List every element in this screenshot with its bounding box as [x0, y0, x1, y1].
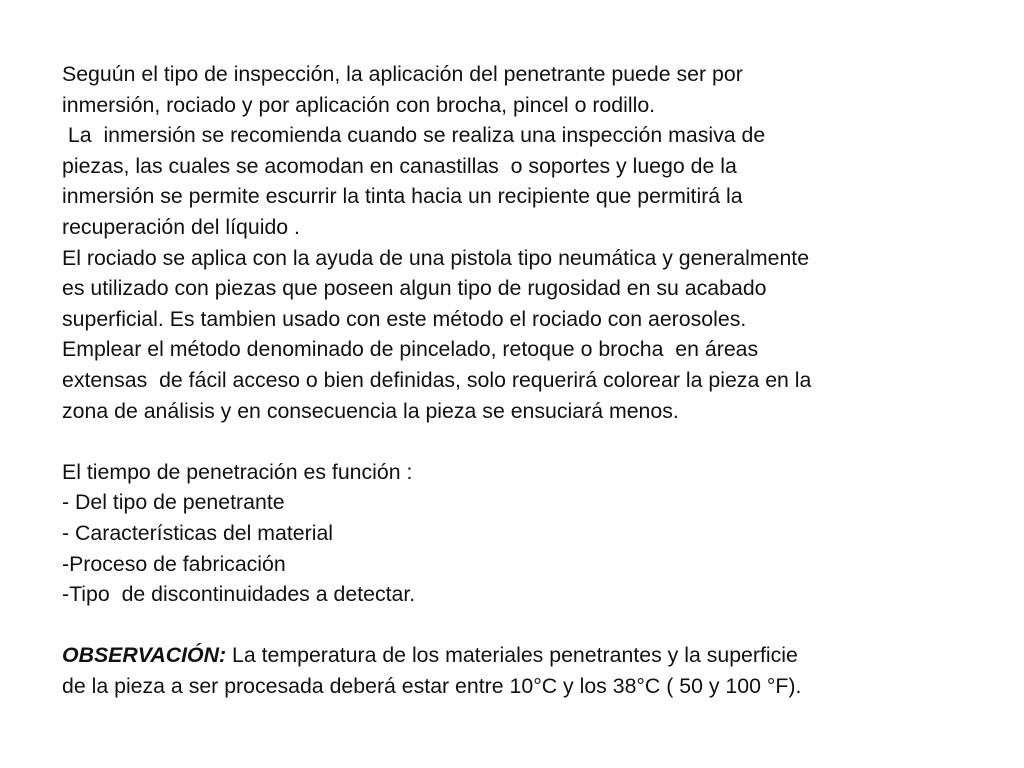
- observation-line: de la pieza a ser procesada deberá estar entre 10°C y los 38°C ( 50 y 100 °F).: [62, 673, 802, 698]
- penetration-factors: [62, 457, 982, 610]
- text-line: inmersión, rociado y por aplicación con brocha, pincel o rodillo.: [62, 92, 656, 117]
- spray-paragraph: [62, 243, 982, 335]
- factor-item: -Proceso de fabricación: [62, 551, 286, 576]
- text-line: superficial. Es tambien usado con este método el rociado con aerosoles.: [62, 306, 747, 331]
- text-line: El rociado se aplica con la ayuda de una pistola tipo neumática y generalmente: [62, 245, 810, 270]
- text-line: Emplear el método denominado de pincelado, retoque o brocha en áreas: [62, 337, 759, 362]
- observation-text: La temperatura de los materiales penetrantes y la superficie: [226, 643, 798, 668]
- text-line: es utilizado con piezas que poseen algun tipo de rugosidad en su acabado: [62, 276, 767, 301]
- text-line: La inmersión se recomienda cuando se realiza una inspección masiva de: [62, 123, 766, 148]
- observation-note: [62, 640, 982, 701]
- observation-line: [62, 640, 982, 671]
- text-line: extensas de fácil acceso o bien definidas, solo requerirá colorear la pieza en la: [62, 367, 812, 392]
- factor-item: - Del tipo de penetrante: [62, 490, 285, 515]
- factor-item: - Características del material: [62, 520, 334, 545]
- text-line: zona de análisis y en consecuencia la pieza se ensuciará menos.: [62, 398, 679, 423]
- factors-intro: El tiempo de penetración es función :: [62, 459, 413, 484]
- intro-paragraph: [62, 59, 982, 120]
- brush-paragraph: [62, 334, 982, 426]
- text-line: Seguún el tipo de inspección, la aplicación del penetrante puede ser por: [62, 62, 743, 86]
- spacer: [62, 426, 982, 457]
- spacer: [62, 610, 982, 641]
- observation-label: OBSERVACIÓN:: [62, 643, 227, 668]
- immersion-paragraph: [62, 120, 982, 242]
- text-line: piezas, las cuales se acomodan en canastillas o soportes y luego de la: [62, 153, 737, 178]
- slide-content: [62, 59, 982, 701]
- text-line: inmersión se permite escurrir la tinta hacia un recipiente que permitirá la: [62, 184, 743, 209]
- text-line: recuperación del líquido .: [62, 214, 300, 239]
- factor-item: -Tipo de discontinuidades a detectar.: [62, 582, 416, 607]
